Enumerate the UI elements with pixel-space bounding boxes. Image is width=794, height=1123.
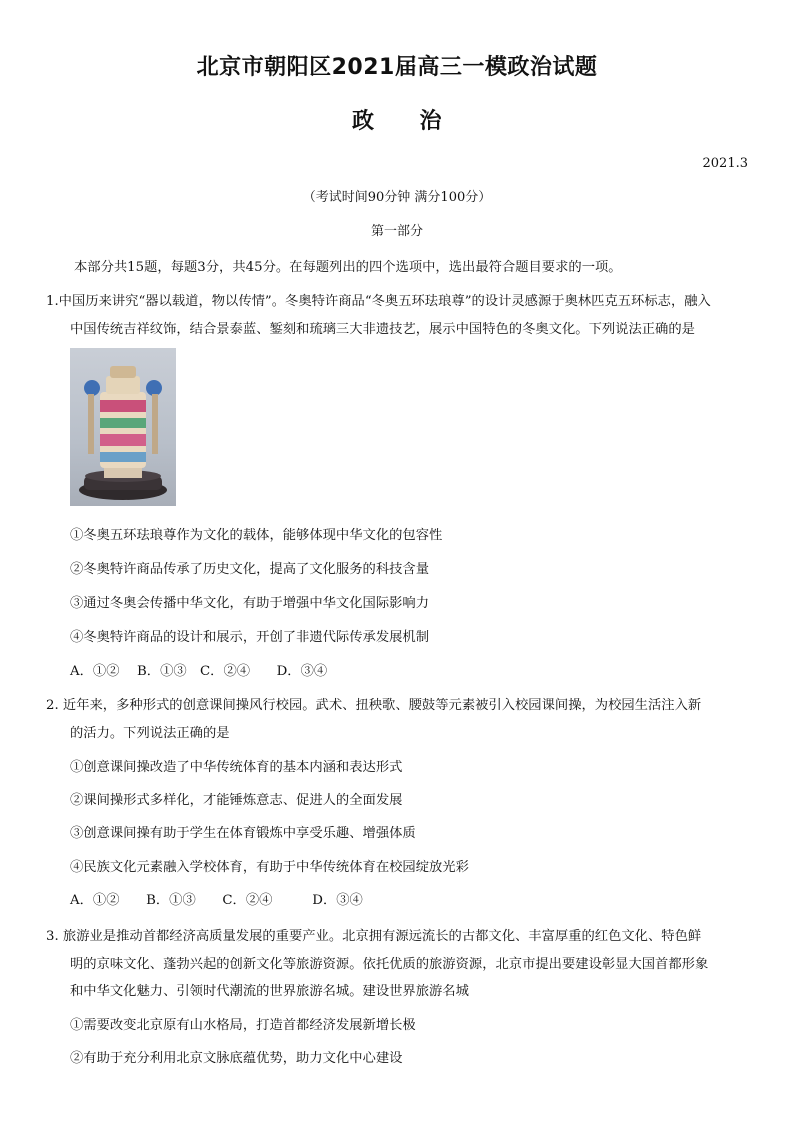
exam-date: 2021.3 — [702, 156, 748, 171]
option-line: ②有助于充分利用北京文脉底蕴优势，助力文化中心建设 — [70, 1051, 403, 1066]
instructions: 本部分共15题，每题3分，共45分。在每题列出的四个选项中，选出最符合题目要求的一项。 — [74, 260, 622, 275]
option-line: ①需要改变北京原有山水格局，打造首都经济发展新增长极 — [70, 1018, 416, 1033]
part-heading: 第一部分 — [370, 224, 423, 239]
option-line: ④民族文化元素融入学校体育，有助于中华传统体育在校园绽放光彩 — [70, 860, 469, 875]
question-stem-line: 1.中国历来讲究“器以载道，物以传情”。冬奥特许商品“冬奥五环珐琅尊”的设计灵感源于奥林匹克五环标志，融入 — [46, 294, 711, 309]
question-stem-line: 的活力。下列说法正确的是 — [70, 726, 230, 741]
answer-choices: A．①② B．①③ C．②④ D．③④ — [70, 664, 328, 679]
question-stem-line: 3. 旅游业是推动首都经济高质量发展的重要产业。北京拥有源远流长的古都文化、丰富厚重的红色文化、特色鲜 — [46, 929, 702, 944]
exam-info: （考试时间90分钟 满分100分） — [302, 190, 492, 205]
answer-choices: A．①② B．①③ C．②④ D．③④ — [70, 893, 363, 908]
question-stem-line: 和中华文化魅力、引领时代潮流的世界旅游名城。建设世界旅游名城 — [70, 984, 469, 999]
enamel-vessel-photo — [70, 348, 176, 506]
option-line: ②课间操形式多样化，才能锤炼意志、促进人的全面发展 — [70, 793, 403, 808]
question-stem-line: 2. 近年来，多种形式的创意课间操风行校园。武术、扭秧歌、腰鼓等元素被引入校园课间操，为校园生活注入新 — [46, 698, 702, 713]
option-line: ②冬奥特许商品传承了历史文化，提高了文化服务的科技含量 — [70, 562, 430, 577]
option-line: ④冬奥特许商品的设计和展示，开创了非遗代际传承发展机制 — [70, 630, 430, 645]
page-title: 北京市朝阳区2021届高三一模政治试题 — [196, 55, 598, 80]
option-line: ③通过冬奥会传播中华文化，有助于增强中华文化国际影响力 — [70, 596, 430, 611]
question-stem-line: 中国传统吉祥纹饰，结合景泰蓝、錾刻和琉璃三大非遗技艺，展示中国特色的冬奥文化。下列说法正确的是 — [70, 322, 695, 337]
subject-heading: 政 治 — [351, 109, 442, 134]
option-line: ③创意课间操有助于学生在体育锻炼中享受乐趣、增强体质 — [70, 826, 416, 841]
option-line: ①冬奥五环珐琅尊作为文化的载体，能够体现中华文化的包容性 — [70, 528, 443, 543]
option-line: ①创意课间操改造了中华传统体育的基本内涵和表达形式 — [70, 760, 403, 775]
question-stem-line: 明的京味文化、蓬勃兴起的创新文化等旅游资源。依托优质的旅游资源，北京市提出要建设彰显大国首都形象 — [70, 957, 709, 972]
